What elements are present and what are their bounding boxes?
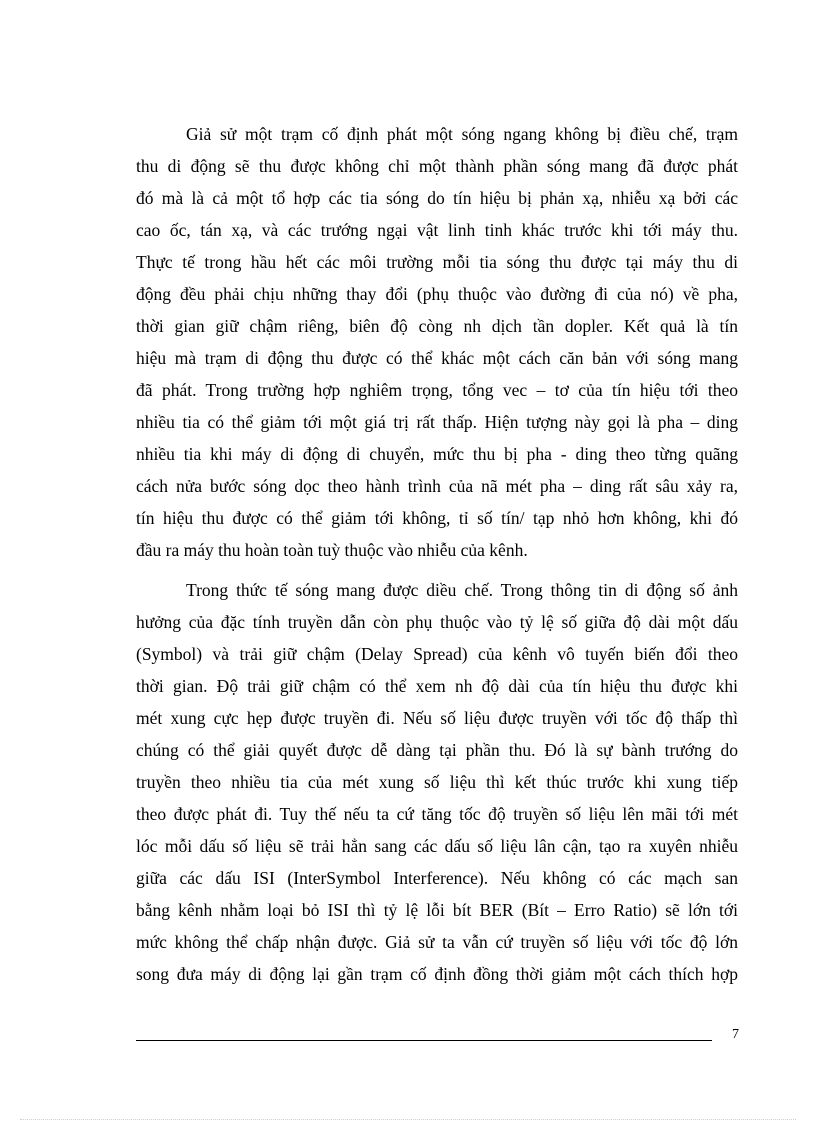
- text-line: đã phát. Trong trường hợp nghiêm trọng, tổng vec – tơ của tín hiệu tới theo: [136, 380, 738, 400]
- page-number: 7: [732, 1027, 739, 1042]
- text-line: hưởng của đặc tính truyền dẫn còn phụ thuộc vào tỷ lệ số giữa độ dài một dấu: [136, 612, 738, 632]
- text-line: mức không thể chấp nhận được. Giả sử ta vẫn cứ truyền số liệu với tốc độ lớn: [136, 932, 738, 952]
- text-line: (Symbol) và trải giữ chậm (Delay Spread) của kênh vô tuyến biến đổi theo: [136, 644, 738, 664]
- footer-rule: [136, 1040, 712, 1041]
- text-line: cách nửa bước sóng dọc theo hành trình của nã mét pha – ding rất sâu xảy ra,: [136, 476, 738, 496]
- text-line: Giả sử một trạm cố định phát một sóng ngang không bị điều chế, trạm: [186, 124, 738, 144]
- page-bottom-divider: [20, 1119, 796, 1120]
- text-line: song đưa máy di động lại gần trạm cố định đồng thời giảm một cách thích hợp: [136, 964, 738, 984]
- text-line: thời gian. Độ trải giữ chậm có thể xem nh độ dài của tín hiệu thu được khi: [136, 676, 738, 696]
- text-line: đầu ra máy thu hoàn toàn tuỳ thuộc vào nhiễu của kênh.: [136, 540, 528, 560]
- text-line: nhiều tia có thể giảm tới một giá trị rất thấp. Hiện tượng này gọi là pha – ding: [136, 412, 738, 432]
- text-line: nhiều tia khi máy di động di chuyển, mức thu bị pha - ding theo từng quãng: [136, 444, 738, 464]
- text-line: mét xung cực hẹp được truyền đi. Nếu số liệu được truyền với tốc độ thấp thì: [136, 708, 738, 728]
- text-line: thời gian giữ chậm riêng, biên độ còng nh dịch tần dopler. Kết quả là tín: [136, 316, 738, 336]
- text-line: đó mà là cả một tổ hợp các tia sóng do tín hiệu bị phản xạ, nhiễu xạ bởi các: [136, 188, 738, 208]
- text-line: bằng kênh nhằm loại bỏ ISI thì tỷ lệ lỗi bít BER (Bít – Erro Ratio) sẽ lớn tới: [136, 900, 738, 920]
- text-line: hiệu mà trạm di động thu được có thể khác một cách căn bản với sóng mang: [136, 348, 738, 368]
- text-line: Thực tế trong hầu hết các môi trường mỗi tia sóng thu được tại máy thu di: [136, 252, 738, 272]
- text-line: giữa các dấu ISI (InterSymbol Interference). Nếu không có các mạch san: [136, 868, 738, 888]
- text-line: chúng có thể giải quyết được dễ dàng tại phần thu. Đó là sự bành trướng do: [136, 740, 738, 760]
- text-line: thu di động sẽ thu được không chỉ một thành phần sóng mang đã được phát: [136, 156, 738, 176]
- text-line: lóc mỗi dấu số liệu sẽ trải hẳn sang các dấu số liệu lân cận, tạo ra xuyên nhiễu: [136, 836, 738, 856]
- text-line: Trong thức tế sóng mang được diều chế. Trong thông tin di động số ảnh: [186, 580, 738, 600]
- text-line: động đều phải chịu những thay đổi (phụ thuộc vào đường đi của nó) về pha,: [136, 284, 738, 304]
- text-line: theo được phát đi. Tuy thế nếu ta cứ tăng tốc độ truyền số liệu lên mãi tới mét: [136, 804, 738, 824]
- text-line: cao ốc, tán xạ, và các trướng ngại vật linh tinh khác trước khi tới máy thu.: [136, 220, 738, 240]
- text-line: truyền theo nhiều tia của mét xung số liệu thì kết thúc trước khi xung tiếp: [136, 772, 738, 792]
- text-line: tín hiệu thu được có thể giảm tới không, tỉ số tín/ tạp nhỏ hơn không, khi đó: [136, 508, 738, 528]
